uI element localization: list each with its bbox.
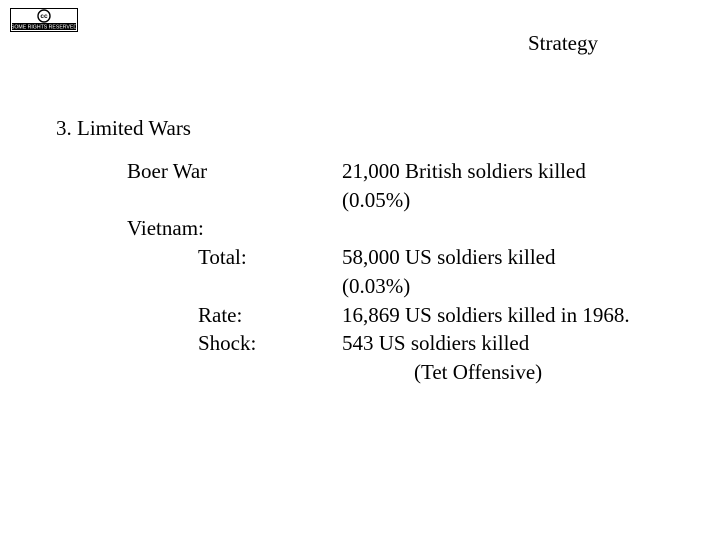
row-value-total-line-2: (0.03%): [342, 274, 411, 298]
section-heading: 3. Limited Wars: [56, 116, 191, 140]
row-value-rate-line-1: 16,869 US soldiers killed in 1968.: [342, 303, 630, 327]
slide-title: Strategy: [528, 31, 598, 55]
creative-commons-icon: [10, 8, 78, 32]
row-value-boer-war-line-2: (0.05%): [342, 188, 411, 212]
row-value-boer-war-line-1: 21,000 British soldiers killed: [342, 159, 586, 183]
license-text: SOME RIGHTS RESERVED: [10, 24, 78, 31]
row-label-total: Total:: [198, 245, 247, 269]
row-value-shock-line-2: (Tet Offensive): [414, 360, 543, 384]
row-label-shock: Shock:: [198, 331, 257, 355]
creative-commons-badge: [10, 8, 78, 32]
row-label-rate: Rate:: [198, 303, 243, 327]
row-value-shock-line-1: 543 US soldiers killed: [342, 331, 530, 355]
row-label-boer-war: Boer War: [127, 159, 208, 183]
row-value-total-line-1: 58,000 US soldiers killed: [342, 245, 556, 269]
cc-symbol-text: cc: [40, 13, 48, 21]
row-label-vietnam: Vietnam:: [127, 216, 204, 240]
